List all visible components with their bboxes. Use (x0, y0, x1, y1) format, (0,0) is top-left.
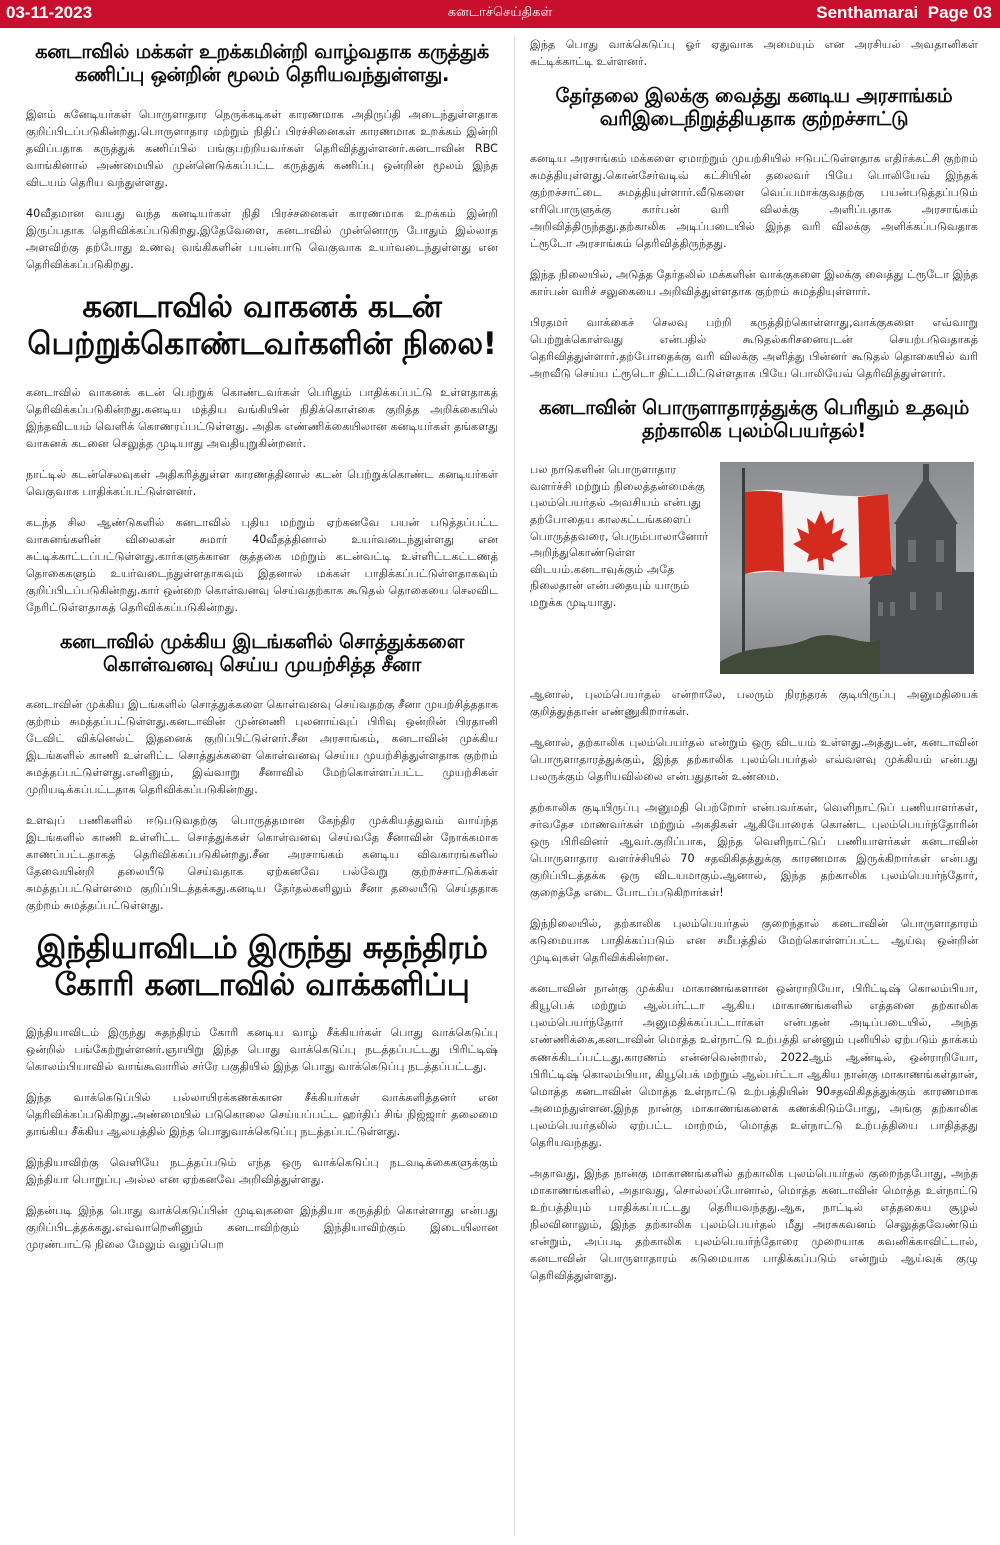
article-paragraph: இந்த வாக்கெடுப்பில் பல்லாயிரக்கணக்கான சீக்கியர்கள் வாக்களித்தனர் என தெரிவிக்கப்படுகிறது.அண்மையில் படுகொலை செய்யப்பட்ட ஹர்திப் சிங் நிஜ்ஜார் தலைமை தாங்கிய சீக்கிய ஆலயத்தில் இந்த பொதுவாக்கெடுப்பு நடத்தப்பட்டுள்ளது. (26, 1091, 498, 1139)
article-paragraph: கடந்த சில ஆண்டுகளில் கனடாவில் புதிய மற்றும் ஏற்கனவே பயன் படுத்தப்பட்ட வாகனங்களின் விலைகள் சுமார் 40வீதத்தினால் உயர்வடைந்துள்ளது என சுட்டிக்காட்டப்பட்டுள்ளது.கார்களுக்கான குத்தகை மற்றும் கடன்வட்டி உள்ளிட்டகட்டணத் தொகைகளும் உயர்வடைந்துள்ளதாகவும் இதனால் மக்கள் பாதிக்கப்பட்டுள்ளதாகவும் குறிப்பிடப்படுகின்றது.கார் ஒன்றை கொள்வனவு செய்வதற்காக கூடுதல் தொகையை செலவிட நேரிட்டுள்ளதாகத் தெரிவிக்கப்படுகின்றது. (26, 515, 498, 614)
article-paragraph: கனடிய அரசாங்கம் மக்களை ஏமாற்றும் முயற்சியில் ஈடுபட்டுள்ளதாக எதிர்க்கட்சி குற்றம் சுமத்தியுள்ளது.கொன்சேர்வடிவ் கட்சியின் தலைவர் பியே பொலியேவ் இந்தக் குற்றச்சாட்டை சுமத்தியுள்ளார்.வீடுகளை வெப்பமாக்குவதற்கு பயன்படுத்தப்படும் எரிபொருளுக்கு கார்பன் வரி விலக்கு அளிப்பதாக அரசாங்கம் அறிவித்திருந்தது.தற்காலிக அடிப்படையில் இந்த வரி விலக்கு அளிக்கப்படுவதாக ட்ரூடோ அரசாங்கம் தெரிவித்திருந்தது. (530, 152, 978, 251)
right-column (530, 36, 978, 1539)
headline-carbon-tax: தேர்தலை இலக்கு வைத்து கனடிய அரசாங்கம் வரிஇடைநிறுத்தியதாக குற்றச்சாட்டு (555, 84, 953, 131)
flag-photo-illustration (720, 462, 974, 674)
article-carbon-tax (530, 84, 978, 382)
article-paragraph: உளவுப் பணிகளில் ஈடுபடுவதற்கு பொருத்தமான கேந்திர முக்கியத்துவம் வாய்ந்த இடங்களில் காணி உள்ளிட்ட சொத்துக்கள் கொள்வனவு செய்வதே சீனாவின் நோக்கமாக காணப்பட்டதாகத் தெரிவிக்கப்படுகின்றது.சீன அரசாங்கம் கனடிய விவகாரங்களில் தேவையின்றி தலையீடு செய்வதாக ஏற்கனவே பல்வேறு குற்றச்சாட்டுக்கள் சுமத்தப்பட்டுள்ளமை குறிப்பிடத்தக்கது.கனடிய தேர்தல்களிலும் சீனா தலையீடு செய்ததாக குற்றம் சுமத்தப்பட்டுள்ளது. (26, 813, 498, 912)
headline-sleep: கனடாவில் மக்கள் உறக்கமின்றி வாழ்வதாக கருத்துக் கணிப்பு ஒன்றின் மூலம் தெரியவந்துள்ளது. (35, 40, 489, 86)
column-divider (514, 36, 515, 1536)
masthead-name: Senthamarai (816, 3, 919, 22)
article-paragraph: இந்த நிலையில், அடுத்த தேர்தலில் மக்களின் வாக்குகளை இலக்கு வைத்து ட்ரூடோ இந்த கார்பன் வரிச் சலுகையை அறிவித்துள்ளதாக குற்றம் சுமத்தியுள்ளார். (530, 268, 978, 299)
article-vehicle-loan (26, 289, 498, 616)
article-immigration (530, 396, 978, 1283)
article-paragraph: இதன்படி இந்த பொது வாக்கெடுப்பின் முடிவுகளை இந்தியா கருத்திற் கொள்ளாது என்பது குறிப்பிடத்தக்கது.எவ்வாறெனினும் கனடாவிற்கும் இந்தியாவிற்கும் இடையிலான முரண்பாட்டு நிலை மேலும் வலுப்பெற (26, 1204, 498, 1252)
article-china-property (26, 630, 498, 914)
article-paragraph: அதாவது, இந்த நான்கு மாகாணங்களில் தற்காலிக புலம்பெயர்தல் குறைந்தபோது, அந்த மாகாணங்களில், அதாவது, சொல்லப்போனால், மொத்த கனடாவின் மொத்த உள்நாட்டு உற்பத்தியும் பாதிக்கப்பட்டது தெரியவந்தது.ஆக, நாட்டில் எத்தகைய சூழல் நிலவினாலும், இந்த தற்காலிக புலம்பெயர்தல் மீது அரசுகவனம் செலுத்தவேண்டும் என்றும், அப்படி தற்காலிக புலம்பெயர்ந்தோரை முறையாக கவனிக்காவிட்டால், கனடாவின் பொருளாதாரம் கடுமையாக பாதிக்கப்படும் என்றும் ஆய்வுக் குழு தெரிவித்துள்ளது. (530, 1166, 978, 1282)
article-paragraph: இந்நிலையில், தற்காலிக புலம்பெயர்தல் குறைந்தால் கனடாவின் பொருளாதாரம் கடுமையாக பாதிக்கப்படும் என சமீபத்தில் மேற்கொள்ளப்பட்ட ஆய்வு ஒன்றின் முடிவுகள் தெரிவிக்கின்றன. (530, 917, 978, 965)
article-sleep (26, 40, 498, 273)
continued-paragraph: இந்த பொது வாக்கெடுப்பு ஓர் ஏதுவாக அமையும் என அரசியல் அவதானிகள் சுட்டிக்காட்டி உள்ளனர். (530, 38, 978, 69)
canada-flag-parliament-photo (720, 462, 974, 674)
masthead-page (816, 3, 992, 23)
article-paragraph: 40வீதமான வயது வந்த கனடியர்கள் நிதி பிரச்சனைகள் காரணமாக உறக்கம் இன்றி இருப்பதாக தெரிவிக்கப்படுகிறது.இதேவேளை, கனடாவில் முன்னொரு போதும் இல்லாத அளவிற்கு தற்போது உணவு வங்கிகளின் பயன்பாடு வெகுவாக உயர்வடைந்துள்ளது என தெரிவிக்கப்படுகிறது. (26, 207, 498, 272)
headline-vehicle-loan: கனடாவில் வாகனக் கடன் பெற்றுக்கொண்டவர்களின் நிலை! (27, 289, 497, 363)
article-paragraph: ஆனால், தற்காலிக புலம்பெயர்தல் என்றும் ஒரு விடயம் உள்ளது.அத்துடன், கனடாவின் பொருளாதாரத்துக்கும், இந்த தற்காலிக புலம்பெயர்தல் எவ்வளவு முக்கியம் என்பது பலருக்கும் தெரியவில்லை என்பதுதான் உண்மை. (530, 736, 978, 784)
article-paragraph: கனடாவில் வாகனக் கடன் பெற்றுக் கொண்டவர்கள் பெரிதும் பாதிக்கப்பட்டு உள்ளதாகத் தெரிவிக்கப்படுகின்றது.கனடிய மத்திய வங்கியின் நிதிக்கொள்கை குறித்த அறிக்கையில் இந்தவிடயம் வெளிக் கொணரப்பட்டுள்ளது. அதிக எண்ணிக்கையிலான கனடியர்கள் தங்களது வாகனக் கடனை செலுத்த முடியாது அவதியுறுகின்றனர். (26, 385, 498, 450)
article-paragraph: பிரதமர் வாக்கைச் செலவு பற்றி கருத்திற்கொள்ளாது,வாக்குகளை எவ்வாறு பெற்றுக்கொள்வது என்பதில் கூடுதல்கரிசனையுடன் செயற்படுவதாகத் தெரிவித்துள்ளார்.தற்போதைக்கு வரி விலக்கு அளித்து பின்னர் கூடுதல் தொகையில் வரி அறவீடு செய்ய ட்ரூடொ திட்டமிட்டுள்ளதாக பியே பொலியேவ் தெரிவித்துள்ளார். (530, 316, 978, 381)
section-title: கனடாச்செய்திகள் (447, 5, 553, 20)
article-paragraph: ஆனால், புலம்பெயர்தல் என்றாலே, பலரும் நிரந்தரக் குடியிருப்பு அனுமதியைக் குறித்துத்தான் எண்ணுகிறார்கள். (530, 688, 978, 719)
page-number: Page 03 (927, 3, 992, 22)
article-paragraph: நாட்டில் கடன்செலவுகள் அதிகரித்துள்ள காரணத்தினால் கடன் பெற்றுக்கொண்ட கனடியர்கள் வெகுவாக பாதிக்கப்பட்டுள்ளனர். (26, 467, 498, 498)
image-with-intro (530, 462, 978, 674)
headline-immigration: கனடாவின் பொருளாதாரத்துக்கு பெரிதும் உதவும் தற்காலிக புலம்பெயர்தல்! (538, 396, 970, 443)
issue-date: 03-11-2023 (6, 3, 93, 22)
left-column (26, 36, 498, 1539)
headline-referendum: இந்தியாவிடம் இருந்து சுதந்திரம் கோரி கனடாவில் வாக்களிப்பு (36, 929, 488, 1004)
article-paragraph: கனடாவின் நான்கு முக்கிய மாகாணங்களான ஒன்ராறியோ, பிரிட்டிஷ் கொலம்பியா, கியூபெக் மற்றும் ஆல்பர்ட்டா ஆகிய மாகாணங்களில் எத்தனை தற்காலிக புலம்பெயர்ந்தோர் அனுமதிக்கப்பட்டார்கள் என்பதன் அடிப்படையில், அந்த எண்ணிக்கை,கனடாவின் மொத்த உள்நாட்டு உற்பத்தி என்னும் புனியில் ஏற்படும் தாக்கம் கணக்கிடப்பட்டது.காரணம் என்னவென்றால், 2022ஆம் ஆண்டில், ஒன்ராறியோ, பிரிட்டிஷ் கொலம்பியா, கியூபெக் மற்றும் ஆல்பர்ட்டா ஆகிய நான்கு மாகாணங்கள்தான், மொத்த கனடாவின் மொத்த உள்நாட்டு உற்பத்தியின் 90சதவிகிதத்துக்கும் காரணமாக அமைந்துள்ளன.இந்த நான்கு மாகாணங்களைக் கணக்கிடும்போது, அங்கு தற்காலிக புலம்பெயர்தலில் ஏற்பட்ட மாற்றம், மொத்த உள்நாட்டு உற்பத்தியை பாதித்தது தெரியவந்தது. (530, 982, 978, 1149)
article-paragraph: இளம் கனேடியர்கள் பொருளாதார நெருக்கடிகள் காரணமாக அதிருப்தி அடைந்துள்ளதாக குறிப்பிடப்படுகின்றது.பொருளாதார மற்றும் நிதிப் பிரச்சினைகள் காரணமாக உறக்கம் இன்றி தவிப்பதாக கருத்துக் கணிப்பில் பங்குபற்றியவர்கள் தெரிவித்துள்ளனர்.கனடாவின் RBC வாங்கினால் அண்மையில் முன்னெடுக்கப்பட்ட கருத்துக் கணிப்பு ஒன்றின் மூலம் இந்த விடயம் தெரிய வந்துள்ளது. (26, 108, 498, 190)
header-bar (0, 0, 1000, 28)
article-referendum (26, 930, 498, 1254)
article-paragraph: இந்தியாவிடம் இருந்து சுதந்திரம் கோரி கனடிய வாழ் சீக்கியர்கள் பொது வாக்கெடுப்பு ஒன்றில் பங்கேற்றுள்ளனர்.ஞாயிறு இந்த பொது வாக்கெடுப்பு நடத்தப்பட்டது பிரிட்டிஷ் கொலம்பியாவில் வாங்கூவாரில் சர்ரே பகுதியில் இந்த பொது வாக்கெடுப்பு நடத்தப்பட்டது. (26, 1026, 498, 1074)
headline-china-property: கனடாவில் முக்கிய இடங்களில் சொத்துக்களை கொள்வனவு செய்ய முயற்சித்த சீனா (59, 629, 464, 676)
article-paragraph: இந்தியாவிற்கு வெளியே நடத்தப்படும் எந்த ஒரு வாக்கெடுப்பு நடவடிக்கைகளுக்கும் இந்தியா பொறுப்பு அல்ல என ஏற்கனவே அறிவித்துள்ளது. (26, 1156, 498, 1187)
article-paragraph: தற்காலிக குடியிருப்பு அனுமதி பெற்றோர் என்பவர்கள், வெளிநாட்டுப் பணியாளர்கள், சர்வதேச மாணவர்கள் மற்றும் அகதிகள் ஆகியோரைக் கொண்ட புலம்பெயர்ந்தோரின் ஒரு பிரிவினர் ஆவர்.குறிப்பாக, இந்த வெளிநாட்டுப் பணியாளர்கள் கனடாவின் பொருளாதார வளர்ச்சியில் 70 சதவிகிதத்துக்கு காரணமாக இருக்கிறார்கள் என்பது குறிப்பிடத்தக்க ஒரு விடயமாகும்.ஆனால், இந்த தற்காலிக புலம்பெயர்ந்தோர், குறைத்தே எடை போடப்படுகிறார்கள்! (530, 801, 978, 900)
image-intro-paragraph: பல நாடுகளின் பொருளாதார வளர்ச்சி மற்றும் நிலைத்தன்மைக்கு புலம்பெயர்தல் அவசியம் என்பது தற்போதைய காலகட்டங்களைப் பொருத்தவரை, பெரும்பாலானோர் அறிந்துகொண்டுள்ள விடயம்.கனடாவுக்கும் அதே நிலைதான் என்பதையும் யாரும் மறுக்க முடியாது. (530, 463, 709, 609)
article-paragraph: கனடாவின் முக்கிய இடங்களில் சொத்துக்களை கொள்வனவு செய்வதற்கு சீனா முயற்சித்ததாக குற்றம் சுமத்தப்பட்டுள்ளது.கனடாவின் முன்னணி புலனாய்வுப் பிரிவு ஒன்றின் பிரதானி டேவிட் விக்னெல்ட் இதனைக் குறிப்பிட்டுள்ளர்.சீன அரசாங்கம், கனடாவின் முக்கிய இடங்களில் காணி உள்ளிட்ட சொத்துக்களை கொள்வனவு செய்ய முயற்சித்துள்ளதாக குற்றம் சுமத்தப்பட்டுள்ளது.எனினும், இவ்வாறு சீனாவில் மேற்கொள்ளப்பட்ட முயற்சிகள் முறியடிக்கப்பட்டதாக தெரிவிக்கப்படுகின்றது. (26, 697, 498, 796)
